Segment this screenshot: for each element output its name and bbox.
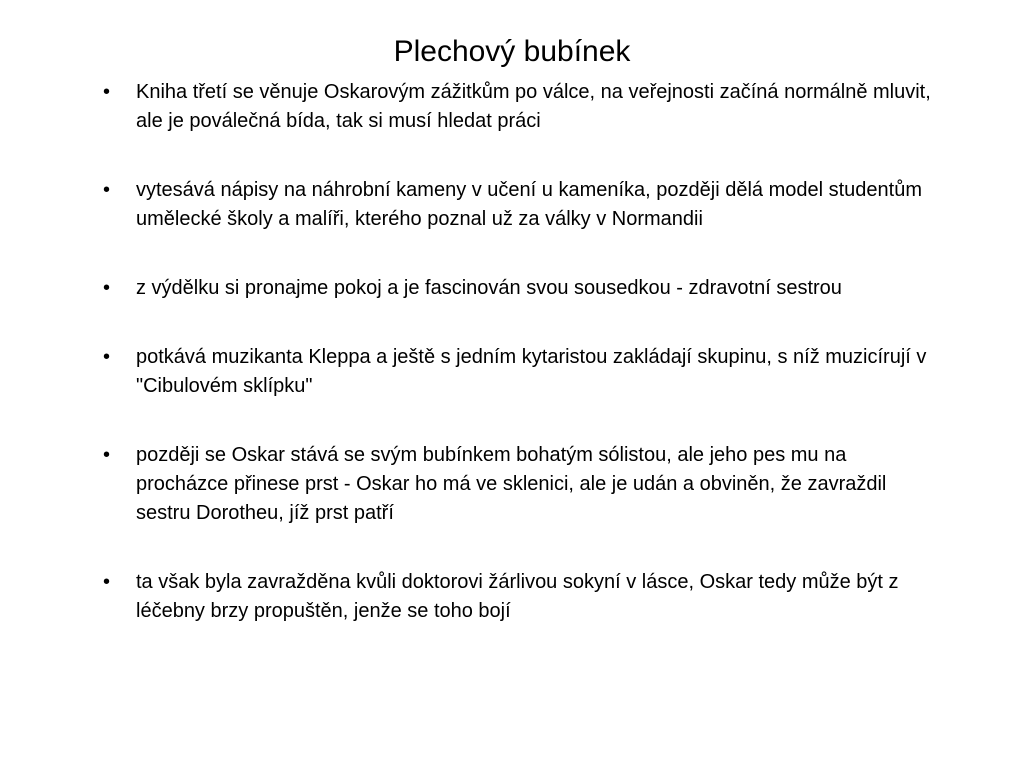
bullet-item — [103, 441, 933, 528]
bullet-item — [103, 274, 933, 303]
bullet-list — [103, 78, 933, 666]
bullet-icon: • — [103, 81, 111, 103]
bullet-text: později se Oskar stává se svým bubínkem bohatým sólistou, ale jeho pes mu na procházce přinese prst - Oskar ho má ve sklenici, ale je udán a obviněn, že zavraždil sestru Dorotheu, jíž prst patří — [136, 444, 887, 524]
bullet-icon: • — [103, 571, 111, 593]
bullet-item — [103, 343, 933, 401]
slide-title: Plechový bubínek — [393, 35, 631, 68]
bullet-icon: • — [103, 179, 111, 201]
bullet-text: z výdělku si pronajme pokoj a je fascinován svou sousedkou - zdravotní sestrou — [136, 277, 842, 299]
bullet-item — [103, 568, 933, 626]
bullet-item — [103, 176, 933, 234]
bullet-text: vytesává nápisy na náhrobní kameny v učení u kameníka, později dělá model studentům umělecké školy a malíři, kterého poznal už za války v Normandii — [136, 179, 923, 230]
bullet-icon: • — [103, 277, 111, 299]
bullet-item — [103, 78, 933, 136]
bullet-text: Kniha třetí se věnuje Oskarovým zážitkům po válce, na veřejnosti začíná normálně mluvit, ale je poválečná bída, tak si musí hledat práci — [136, 81, 931, 132]
bullet-text: potkává muzikanta Kleppa a ještě s jedním kytaristou zakládají skupinu, s níž muzicírují v "Cibulovém sklípku" — [136, 346, 927, 397]
bullet-icon: • — [103, 346, 111, 368]
bullet-text: ta však byla zavražděna kvůli doktorovi žárlivou sokyní v lásce, Oskar tedy může být z léčebny brzy propuštěn, jenže se toho bojí — [136, 571, 899, 622]
bullet-icon: • — [103, 444, 111, 466]
